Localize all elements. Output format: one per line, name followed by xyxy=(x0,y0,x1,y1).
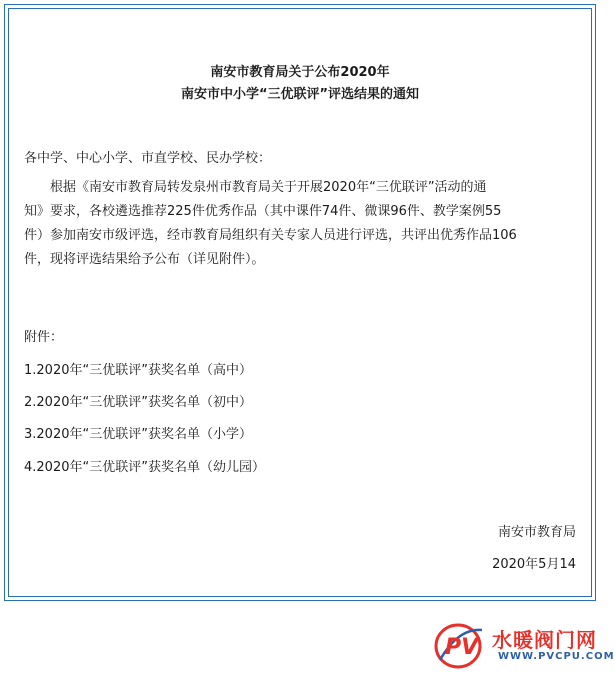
attachment-item-3: 3.2020年“三优联评”获奖名单（小学） xyxy=(24,427,252,442)
salutation: 各中学、中心小学、市直学校、民办学校： xyxy=(24,151,272,166)
watermark-name: 水暖阀门网 xyxy=(492,628,597,652)
watermark-logo xyxy=(432,620,615,670)
body-line: 件）参加南安市级评选，经市教育局组织有关专家人员进行评选，共评出优秀作品106 xyxy=(24,228,517,243)
notice-title-line-2: 南安市中小学“三优联评”评选结果的通知 xyxy=(180,87,420,102)
attachment-item-4: 4.2020年“三优联评”获奖名单（幼儿园） xyxy=(24,460,265,475)
notice-title-line-1: 南安市教育局关于公布2020年 xyxy=(210,65,390,80)
svg-text:PV: PV xyxy=(445,635,479,660)
pv-logo-icon xyxy=(432,620,488,670)
body-line: 根据《南安市教育局转发泉州市教育局关于开展2020年“三优联评”活动的通 xyxy=(24,180,487,195)
attachment-item-1: 1.2020年“三优联评”获奖名单（高中） xyxy=(24,363,252,378)
notice-body xyxy=(24,176,580,272)
signature: 南安市教育局 xyxy=(497,525,576,540)
attachment-item-2: 2.2020年“三优联评”获奖名单（初中） xyxy=(24,395,252,410)
attachments-label: 附件： xyxy=(24,330,64,345)
date: 2020年5月14 xyxy=(492,557,576,572)
body-line: 知》要求，各校遴选推荐225件优秀作品（其中课件74件、微课96件、教学案例55 xyxy=(24,204,502,219)
watermark-url: WWW.PVCPU.COM xyxy=(498,651,615,662)
body-line: 件，现将评选结果给予公布（详见附件）。 xyxy=(24,252,265,267)
